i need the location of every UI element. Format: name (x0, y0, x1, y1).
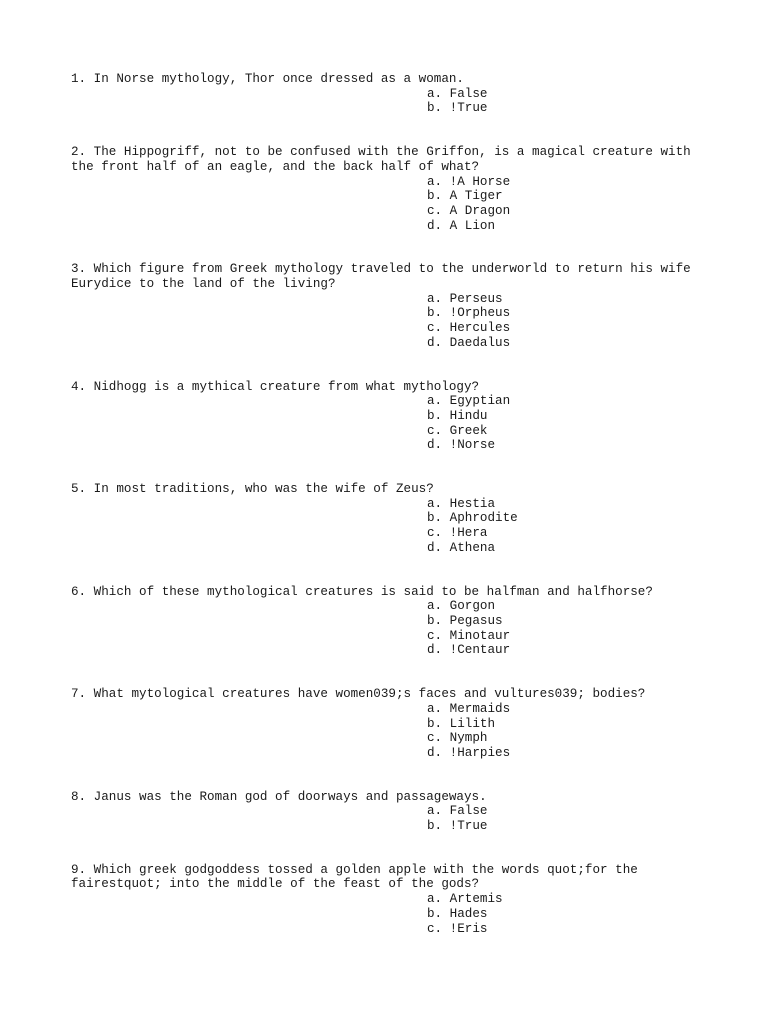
answer-options (71, 892, 701, 936)
answer-option: b. !Orpheus (427, 306, 511, 321)
question-9 (71, 863, 701, 937)
question-text: 5. In most traditions, who was the wife of Zeus? (71, 482, 434, 497)
answer-option: d. !Harpies (427, 745, 511, 760)
question-text: 8. Janus was the Roman god of doorways and passageways. (71, 789, 487, 804)
question-text: 2. The Hippogriff, not to be confused with the Griffon, is a magical creature with the front half of an eagle, and the back half of what? (71, 145, 691, 174)
answer-option: d. !Centaur (427, 643, 511, 658)
answer-options (71, 175, 701, 234)
answer-option: a. Gorgon (427, 599, 496, 614)
answer-options (71, 394, 701, 453)
answer-option: b. Hades (427, 906, 488, 921)
answer-options (71, 87, 701, 116)
answer-option: b. Aphrodite (427, 511, 518, 526)
answer-option: d. !Norse (427, 438, 496, 453)
question-text: 9. Which greek godgoddess tossed a golden apple with the words quot;for the fairestquot; into the middle of the feast of the gods? (71, 862, 638, 892)
answer-options (71, 599, 701, 658)
answer-option: a. False (427, 86, 488, 101)
answer-option: b. !True (427, 819, 488, 834)
question-8 (71, 790, 701, 834)
answer-option: c. Hercules (427, 321, 511, 336)
answer-options (71, 804, 701, 833)
answer-option: a. Egyptian (427, 394, 511, 409)
answer-option: a. False (427, 804, 488, 819)
answer-option: c. Nymph (427, 731, 488, 746)
answer-option: b. A Tiger (427, 189, 503, 204)
answer-option: a. Perseus (427, 291, 503, 306)
question-6 (71, 585, 701, 659)
question-text: 6. Which of these mythological creatures is said to be halfman and halfhorse? (71, 584, 653, 599)
answer-option: b. Hindu (427, 408, 488, 423)
question-4 (71, 380, 701, 454)
answer-option: c. Greek (427, 423, 488, 438)
answer-option: c. !Eris (427, 921, 488, 936)
answer-option: d. Daedalus (427, 335, 511, 350)
answer-options (71, 497, 701, 556)
question-text: 4. Nidhogg is a mythical creature from what mythology? (71, 379, 480, 394)
answer-option: c. A Dragon (427, 203, 511, 218)
question-text: 3. Which figure from Greek mythology traveled to the underworld to return his wife Eurydice to the land of the living? (71, 262, 691, 292)
answer-option: a. Artemis (427, 892, 503, 907)
answer-option: b. !True (427, 101, 488, 116)
quiz-document (71, 72, 701, 936)
answer-options (71, 702, 701, 761)
question-7 (71, 687, 701, 761)
answer-option: a. !A Horse (427, 174, 511, 189)
answer-option: a. Mermaids (427, 701, 511, 716)
answer-option: b. Lilith (427, 716, 496, 731)
answer-options (71, 292, 701, 351)
answer-option: d. Athena (427, 540, 496, 555)
answer-option: d. A Lion (427, 218, 496, 233)
answer-option: c. !Hera (427, 526, 488, 541)
question-2 (71, 145, 701, 233)
question-3 (71, 262, 701, 350)
question-5 (71, 482, 701, 556)
question-text: 7. What mytological creatures have women039;s faces and vultures039; bodies? (71, 687, 646, 702)
answer-option: a. Hestia (427, 496, 496, 511)
question-text: 1. In Norse mythology, Thor once dressed as a woman. (71, 72, 464, 86)
answer-option: b. Pegasus (427, 613, 503, 628)
question-1 (71, 72, 701, 116)
answer-option: c. Minotaur (427, 628, 511, 643)
